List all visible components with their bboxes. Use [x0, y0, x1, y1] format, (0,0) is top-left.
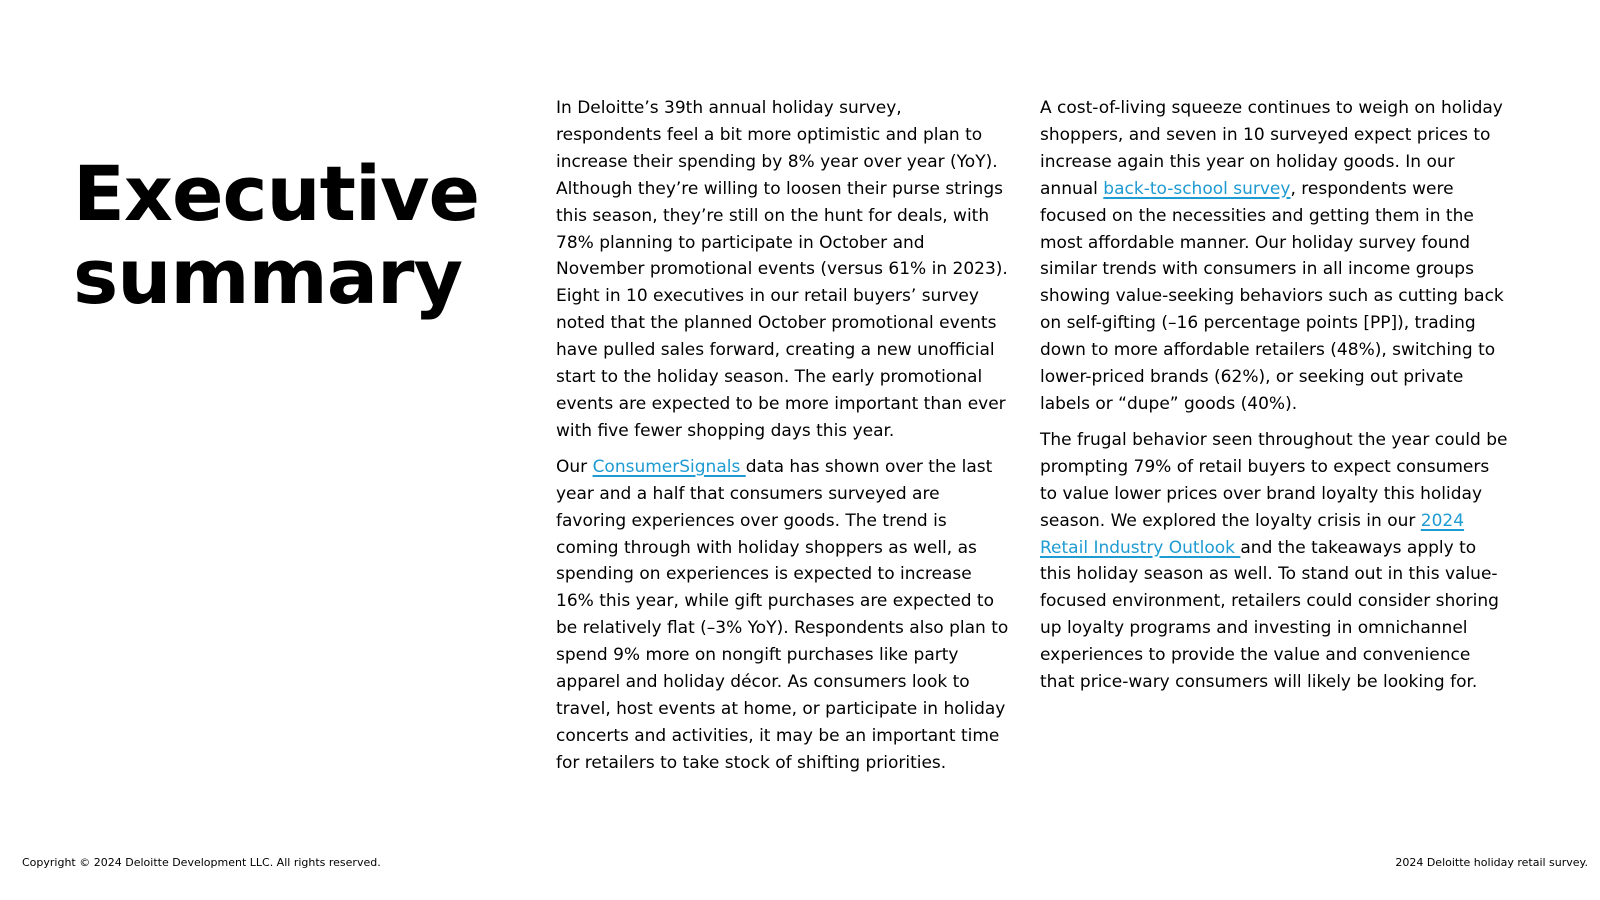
footer-report-name: 2024 Deloitte holiday retail survey. [1395, 856, 1588, 869]
left-paragraph-1: In Deloitte’s 39th annual holiday survey, respondents feel a bit more optimistic and plan to increase their spending by 8% year over year (YoY). Although they’re willing to loosen their purse strings this season, they’re still on the hunt for deals, with 78% planning to participate in October and November promotional events (versus 61% in 2023). Eight in 10 executives in our retail buyers’ survey noted that the planned October promotional events have pulled sales forward, creating a new unofficial start to the holiday season. The early promotional events are expected to be more important than ever with five fewer shopping days this year. [556, 98, 1008, 441]
footer-copyright: Copyright © 2024 Deloitte Development LLC. All rights reserved. [22, 856, 381, 869]
right-paragraph-2 [1040, 427, 1508, 696]
right-text-column [1040, 95, 1508, 705]
page-title-line-2: summary [73, 232, 463, 321]
right-paragraph-1-intro: A cost-of-living squeeze continues to weigh on holiday shoppers, and seven in 10 surveyed expect prices to increase again this year on holiday goods. In our annual [1040, 98, 1503, 199]
left-text-column [556, 95, 1012, 786]
right-paragraph-1 [1040, 95, 1508, 418]
back-to-school-survey-link[interactable]: back-to-school survey [1103, 178, 1291, 199]
page-title-line-1: Executive [73, 149, 480, 238]
left-paragraph-2-intro: Our [556, 456, 593, 477]
page-title [73, 149, 480, 321]
right-paragraph-2-intro: The frugal behavior seen throughout the year could be prompting 79% of retail buyers to expect consumers to value lower prices over brand loyalty this holiday season. We explored the loyalty crisis in our [1040, 429, 1508, 531]
right-paragraph-1-body: , respondents were focused on the necessities and getting them in the most affordable manner. Our holiday survey found similar trends with consumers in all income groups showing value-seeking behaviors such as cutting back on self-gifting (–16 percentage points [PP]), trading down to more affordable retailers (48%), switching to lower-priced brands (62%), or seeking out private labels or “dupe” goods (40%). [1040, 178, 1504, 414]
retail-industry-outlook-link[interactable]: 2024 Retail Industry Outlook [1040, 510, 1465, 558]
left-paragraph-2 [556, 454, 1012, 777]
left-paragraph-2-body: data has shown over the last year and a half that consumers surveyed are favoring experiences over goods. The trend is coming through with holiday shoppers as well, as spending on experiences is expected to increase 16% this year, while gift purchases are expected to be relatively flat (–3% YoY). Respondents also plan to spend 9% more on nongift purchases like party apparel and holiday décor. As consumers look to travel, host events at home, or participate in holiday concerts and activities, it may be an important time for retailers to take stock of shifting priorities. [556, 456, 1009, 773]
right-paragraph-2-body: and the takeaways apply to this holiday season as well. To stand out in this value-focused environment, retailers could consider shoring up loyalty programs and investing in omnichannel experiences to provide the value and convenience that price-wary consumers will likely be looking for. [1040, 537, 1499, 693]
consumersignals-link[interactable]: ConsumerSignals [592, 456, 746, 477]
